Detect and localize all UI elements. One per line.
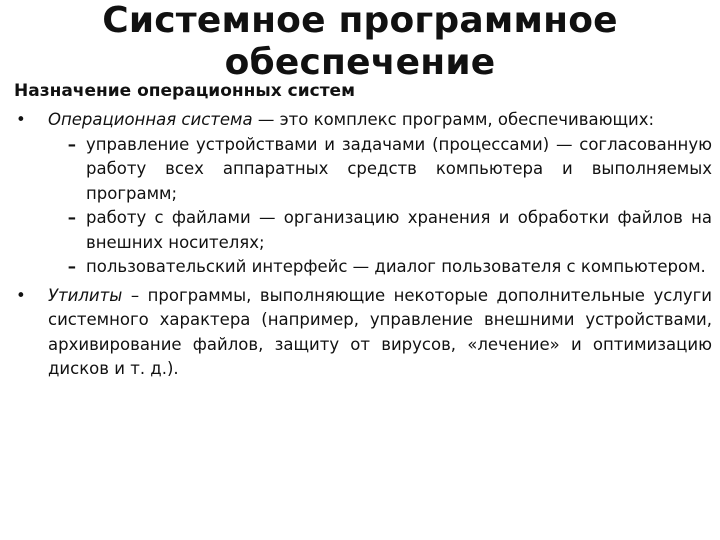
slide-body — [14, 108, 712, 382]
bullet-item-utilities — [14, 284, 712, 382]
term-os: Операционная система — [48, 110, 253, 129]
section-heading: Назначение операционных систем — [14, 81, 355, 101]
bullet-item-os — [14, 108, 712, 133]
sub-item-files — [14, 206, 712, 255]
definition-utilities: – программы, выполняющие некоторые дополнительные услуги системного характера (например, управление внешними устройствами, архивирование файлов, защиту от вирусов, «лечение» и оптимизацию дисков и т. д.). — [48, 285, 712, 378]
sub-item-interface — [14, 255, 712, 280]
bullet-marker: • — [16, 110, 26, 129]
bullet-marker: • — [16, 285, 26, 305]
definition-os: — это комплекс программ, обеспечивающих: — [252, 110, 655, 129]
term-utilities: Утилиты — [48, 285, 123, 305]
bullet-text — [48, 284, 712, 382]
bullet-text — [48, 108, 712, 133]
title-line-2: обеспечение — [224, 42, 496, 83]
sub-item-devices — [14, 133, 712, 207]
sub-item-text: работу с файлами — организацию хранения и обработки файлов на внешних носителях; — [86, 208, 712, 252]
title-line-1: Системное программное — [102, 0, 618, 41]
slide-title — [0, 0, 720, 84]
dash-marker: – — [67, 134, 76, 154]
dash-marker: – — [67, 257, 76, 276]
sub-item-text: управление устройствами и задачами (процессами) — согласованную работу всех аппаратных средств компьютера и выполняемых программ; — [86, 134, 712, 203]
dash-marker: – — [67, 208, 76, 227]
sub-item-text: пользовательский интерфейс — диалог пользователя с компьютером. — [86, 257, 706, 276]
